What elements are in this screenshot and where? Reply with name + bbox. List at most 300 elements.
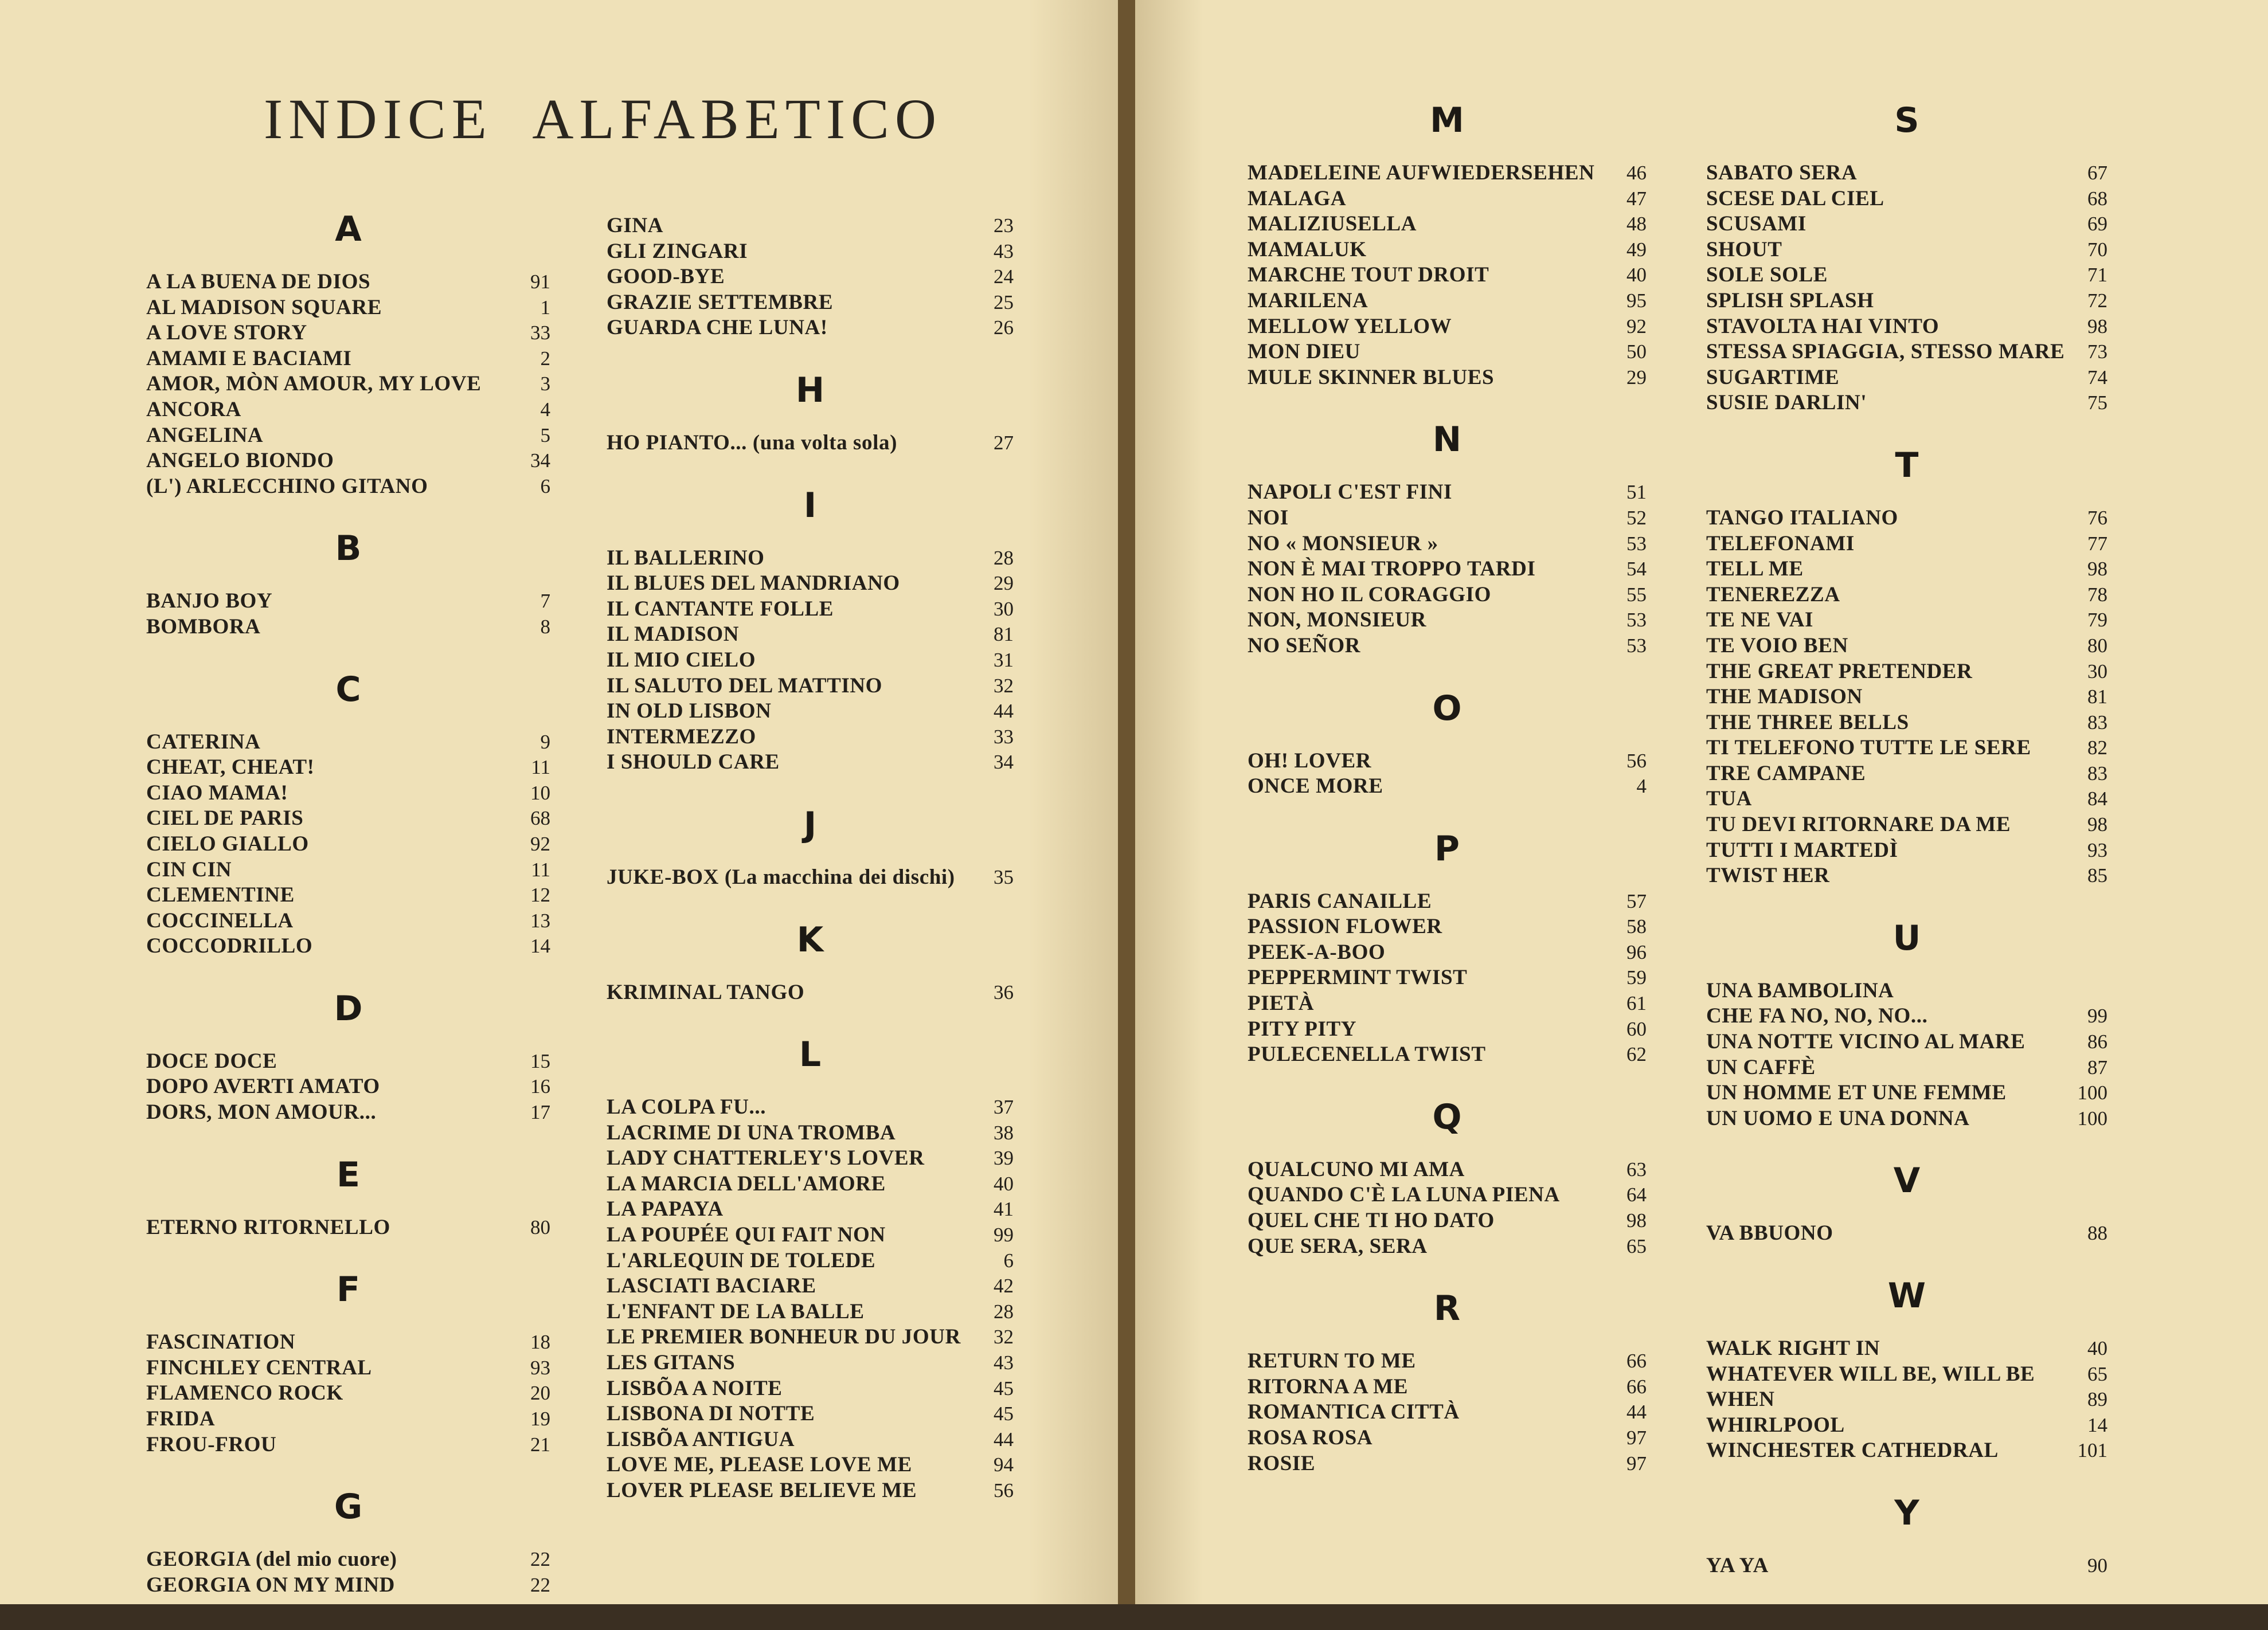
song-title: TELEFONAMI — [1706, 531, 1855, 555]
page-number: 19 — [530, 1408, 550, 1431]
song-title: BANJO BOY — [146, 589, 273, 613]
song-title: NAPOLI C'EST FINI — [1248, 480, 1452, 504]
song-title: MELLOW YELLOW — [1248, 314, 1452, 338]
index-section — [146, 1154, 550, 1241]
page-number: 80 — [2087, 634, 2107, 657]
song-title: ONCE MORE — [1248, 774, 1383, 798]
index-entry — [1248, 480, 1647, 506]
song-title: RITORNA A ME — [1248, 1374, 1408, 1398]
page-number: 99 — [994, 1224, 1014, 1247]
index-entry — [146, 269, 550, 295]
index-entry — [607, 571, 1014, 597]
index-entry — [1706, 365, 2107, 391]
page-number: 11 — [531, 858, 550, 881]
index-section — [146, 209, 550, 499]
index-entry — [146, 1215, 550, 1241]
song-title: CIAO MAMA! — [146, 781, 288, 805]
song-title: FLAMENCO ROCK — [146, 1381, 343, 1405]
song-title: PEPPERMINT TWIST — [1248, 966, 1468, 990]
left-page — [0, 0, 1118, 1604]
song-title: GRAZIE SETTEMBRE — [607, 290, 834, 314]
song-title: GEORGIA (del mio cuore) — [146, 1547, 397, 1572]
song-title: MALIZIUSELLA — [1248, 212, 1417, 236]
index-entry — [1248, 1349, 1647, 1374]
index-entry — [146, 1432, 550, 1458]
index-entry — [607, 1325, 1014, 1350]
page-number: 32 — [994, 674, 1014, 697]
page-number: 96 — [1626, 941, 1647, 963]
page-number: 44 — [1626, 1401, 1647, 1424]
index-entry — [607, 1401, 1014, 1427]
page-number: 77 — [2087, 532, 2107, 555]
section-letter: U — [1892, 918, 1921, 958]
page-number: 30 — [2087, 660, 2107, 683]
section-letter: Y — [1894, 1492, 1919, 1533]
page-number: 56 — [994, 1479, 1014, 1502]
section-letter: G — [334, 1487, 363, 1527]
song-title: IL MIO CIELO — [607, 648, 756, 672]
song-title: CIEL DE PARIS — [146, 806, 304, 830]
index-column-4 — [1706, 100, 2107, 1611]
index-entry — [1248, 339, 1647, 365]
index-entry — [607, 430, 1014, 456]
index-entry — [607, 1350, 1014, 1376]
index-entry — [1248, 1157, 1647, 1183]
index-section — [1706, 1276, 2107, 1464]
index-entry — [146, 1381, 550, 1406]
page-number: 98 — [2087, 558, 2107, 581]
index-section — [1706, 1163, 2107, 1247]
page-number: 62 — [1626, 1043, 1647, 1066]
song-title: TELL ME — [1706, 557, 1804, 581]
page-number: 39 — [994, 1147, 1014, 1170]
song-title: QUEL CHE TI HO DATO — [1248, 1209, 1495, 1233]
page-number: 48 — [1626, 213, 1647, 236]
index-section — [607, 1037, 1014, 1504]
index-entry — [1248, 1182, 1647, 1208]
song-title: SPLISH SPLASH — [1706, 288, 1874, 312]
index-entry — [1706, 390, 2107, 416]
page-number: 24 — [994, 265, 1014, 288]
song-title: MAMALUK — [1248, 237, 1367, 261]
page-number: 53 — [1626, 634, 1647, 657]
section-letter: O — [1432, 688, 1462, 728]
song-title: SHOUT — [1706, 237, 1782, 261]
page-number: 61 — [1626, 992, 1647, 1015]
page-number: 57 — [1626, 890, 1647, 912]
index-entry — [1248, 506, 1647, 531]
song-title: TE NE VAI — [1706, 608, 1814, 632]
index-entry — [1706, 608, 2107, 633]
index-section — [607, 804, 1014, 891]
page-number: 100 — [2077, 1082, 2107, 1104]
song-title: THE GREAT PRETENDER — [1706, 659, 1973, 683]
index-entry — [607, 1120, 1014, 1146]
index-section — [146, 528, 550, 640]
page-number: 35 — [994, 865, 1014, 888]
section-letter: B — [335, 528, 362, 569]
song-title: LA PAPAYA — [607, 1197, 724, 1221]
page-number: 94 — [994, 1453, 1014, 1476]
song-title: TU DEVI RITORNARE DA ME — [1706, 813, 2011, 837]
song-title: MALAGA — [1248, 186, 1347, 210]
index-entry — [146, 1573, 550, 1598]
page-number: 7 — [540, 590, 550, 613]
section-letter: P — [1434, 828, 1460, 869]
index-entry — [146, 934, 550, 959]
page-number: 78 — [2087, 583, 2107, 606]
section-letter: A — [335, 209, 362, 249]
song-title: MULE SKINNER BLUES — [1248, 365, 1495, 389]
page-number: 50 — [1626, 340, 1647, 363]
page-number: 49 — [1626, 238, 1647, 261]
index-entry — [1248, 608, 1647, 633]
index-entry — [1706, 262, 2107, 288]
section-letter: J — [803, 804, 817, 845]
index-entry — [1248, 211, 1647, 237]
song-title: GUARDA CHE LUNA! — [607, 316, 828, 340]
page-number: 11 — [531, 756, 550, 779]
index-entry — [1706, 237, 2107, 263]
song-title: IL CANTANTE FOLLE — [607, 597, 834, 621]
page-number: 67 — [2087, 162, 2107, 184]
song-title: PASSION FLOWER — [1248, 915, 1442, 939]
index-entry — [1248, 940, 1647, 966]
song-title: ETERNO RITORNELLO — [146, 1215, 390, 1239]
page-number: 85 — [2087, 864, 2107, 887]
song-title: HO PIANTO... (una volta sola) — [607, 430, 898, 454]
song-title: FINCHLEY CENTRAL — [146, 1355, 372, 1380]
song-title: LOVE ME, PLEASE LOVE ME — [607, 1453, 912, 1477]
song-title: LE PREMIER BONHEUR DU JOUR — [607, 1325, 961, 1349]
page-number: 91 — [530, 271, 550, 293]
song-title: (L') ARLECCHINO GITANO — [146, 474, 428, 498]
index-entry — [607, 213, 1014, 239]
index-entry — [146, 371, 550, 397]
index-entry — [607, 290, 1014, 316]
song-title: LISBÕA ANTIGUA — [607, 1427, 795, 1451]
index-entry — [1706, 659, 2107, 685]
song-title: IL MADISON — [607, 622, 740, 646]
index-entry — [146, 448, 550, 474]
index-entry — [607, 315, 1014, 341]
page-number: 20 — [530, 1382, 550, 1405]
page-number: 37 — [994, 1096, 1014, 1119]
index-entry — [1706, 786, 2107, 812]
book-gutter — [1118, 0, 1135, 1604]
index-column-1 — [146, 209, 550, 1630]
song-title: STAVOLTA HAI VINTO — [1706, 314, 1939, 338]
index-column-2 — [607, 213, 1014, 1536]
index-entry — [1706, 812, 2107, 838]
index-column-3 — [1248, 100, 1647, 1508]
song-title: A LOVE STORY — [146, 321, 307, 345]
song-title: MADELEINE AUFWIEDERSEHEN — [1248, 161, 1595, 185]
index-entry — [146, 806, 550, 832]
song-title: LISBONA DI NOTTE — [607, 1402, 815, 1426]
song-title: LASCIATI BACIARE — [607, 1274, 816, 1298]
page-number: 15 — [530, 1049, 550, 1072]
index-entry — [607, 264, 1014, 290]
song-title: CIELO GIALLO — [146, 832, 309, 856]
page-number: 2 — [540, 347, 550, 370]
index-section — [607, 213, 1014, 341]
index-entry — [607, 1299, 1014, 1325]
index-entry — [1248, 237, 1647, 263]
index-entry — [1706, 735, 2107, 761]
song-title: UNA BAMBOLINA — [1706, 978, 1894, 1002]
index-entry — [146, 1355, 550, 1381]
page-number: 55 — [1626, 583, 1647, 606]
index-section — [607, 485, 1014, 775]
index-entry — [607, 622, 1014, 648]
song-title: IL BLUES DEL MANDRIANO — [607, 571, 900, 595]
index-entry — [607, 648, 1014, 673]
index-entry — [146, 908, 550, 934]
song-title: LADY CHATTERLEY'S LOVER — [607, 1146, 925, 1170]
page-number: 76 — [2087, 506, 2107, 529]
song-title: CIN CIN — [146, 857, 232, 881]
index-entry — [1706, 314, 2107, 340]
song-title: GINA — [607, 214, 664, 237]
page-number: 21 — [530, 1433, 550, 1456]
section-letter: R — [1433, 1288, 1461, 1329]
song-title: LACRIME DI UNA TROMBA — [607, 1120, 896, 1145]
song-title: SOLE SOLE — [1706, 263, 1828, 287]
page-number: 42 — [994, 1275, 1014, 1298]
page-number: 44 — [994, 1428, 1014, 1451]
index-entry — [1706, 1362, 2107, 1388]
page-number: 93 — [530, 1356, 550, 1379]
song-title: CATERINA — [146, 730, 261, 754]
page-number: 22 — [530, 1548, 550, 1571]
page-number: 64 — [1626, 1184, 1647, 1206]
index-section — [1706, 1492, 2107, 1579]
page-number: 63 — [1626, 1158, 1647, 1181]
page-number: 29 — [1626, 366, 1647, 389]
page-number: 54 — [1626, 558, 1647, 581]
song-title: ROSA ROSA — [1248, 1426, 1373, 1449]
page-number: 81 — [2087, 685, 2107, 708]
index-entry — [146, 474, 550, 500]
index-entry — [146, 1049, 550, 1075]
index-entry — [1706, 160, 2107, 186]
section-letter: H — [795, 370, 825, 410]
page-number: 4 — [1636, 775, 1647, 798]
index-entry — [1706, 633, 2107, 659]
song-title: PARIS CANAILLE — [1248, 889, 1432, 913]
index-section — [607, 370, 1014, 456]
song-title: UN UOMO E UNA DONNA — [1706, 1106, 1970, 1130]
page-number: 38 — [994, 1121, 1014, 1144]
song-title: UNA NOTTE VICINO AL MARE — [1706, 1030, 2025, 1054]
song-title: LA MARCIA DELL'AMORE — [607, 1171, 886, 1196]
index-entry — [607, 1452, 1014, 1478]
index-entry — [607, 1478, 1014, 1504]
song-title: WHEN — [1706, 1388, 1775, 1412]
song-title: LA COLPA FU... — [607, 1095, 767, 1119]
page-number: 9 — [540, 730, 550, 753]
song-title: NOI — [1248, 506, 1289, 530]
index-entry — [1248, 914, 1647, 940]
right-page — [1135, 0, 2268, 1604]
song-title: QUALCUNO MI AMA — [1248, 1157, 1465, 1181]
page-number: 5 — [540, 424, 550, 446]
index-entry — [1248, 1425, 1647, 1451]
index-entry — [607, 1248, 1014, 1274]
page-number: 46 — [1626, 162, 1647, 184]
page-number: 93 — [2087, 838, 2107, 861]
song-title: ANGELINA — [146, 423, 264, 447]
song-title: SUGARTIME — [1706, 365, 1840, 389]
index-entry — [1706, 1438, 2107, 1464]
index-entry — [607, 546, 1014, 571]
song-title: SCESE DAL CIEL — [1706, 186, 1884, 210]
index-entry — [1706, 582, 2107, 608]
index-entry — [1248, 582, 1647, 608]
page-number: 90 — [2087, 1554, 2107, 1577]
page-number: 43 — [994, 1351, 1014, 1374]
index-entry — [607, 724, 1014, 750]
page-number: 32 — [994, 1326, 1014, 1349]
index-entry — [1706, 761, 2107, 787]
section-letter: S — [1894, 100, 1919, 140]
song-title: THE THREE BELLS — [1706, 710, 1909, 734]
index-entry — [146, 320, 550, 346]
page-number: 59 — [1626, 966, 1647, 989]
page-number: 4 — [540, 398, 550, 421]
index-entry — [607, 597, 1014, 622]
index-entry — [146, 295, 550, 321]
page-number: 45 — [994, 1402, 1014, 1425]
index-entry — [1248, 365, 1647, 391]
page-number: 97 — [1626, 1427, 1647, 1449]
song-title: IL BALLERINO — [607, 546, 765, 570]
page-number: 45 — [994, 1377, 1014, 1400]
page-number: 28 — [994, 1300, 1014, 1323]
index-entry — [1706, 339, 2107, 365]
song-title: INTERMEZZO — [607, 724, 756, 749]
song-title: AMAMI E BACIAMI — [146, 346, 352, 370]
song-title: KRIMINAL TANGO — [607, 980, 805, 1004]
index-entry — [1706, 1029, 2107, 1055]
song-title: COCCODRILLO — [146, 934, 313, 958]
page-number: 72 — [2087, 289, 2107, 312]
index-entry — [607, 865, 1014, 891]
page-number: 51 — [1626, 481, 1647, 504]
index-entry — [1706, 978, 2107, 1004]
page-number: 80 — [530, 1216, 550, 1239]
page-number: 95 — [1626, 289, 1647, 312]
song-title: COCCINELLA — [146, 908, 294, 932]
page-number: 84 — [2087, 787, 2107, 810]
song-title: ANGELO BIONDO — [146, 449, 334, 473]
index-entry — [146, 857, 550, 883]
index-entry — [1706, 1221, 2107, 1247]
index-entry — [1706, 1413, 2107, 1439]
index-section — [1248, 688, 1647, 800]
page-number: 6 — [540, 475, 550, 497]
song-title: PITY PITY — [1248, 1017, 1357, 1041]
page-number: 1 — [540, 296, 550, 319]
page-number: 43 — [994, 240, 1014, 262]
page-number: 92 — [1626, 315, 1647, 338]
section-letter: E — [337, 1154, 360, 1195]
page-number: 6 — [1003, 1249, 1014, 1272]
index-entry — [146, 397, 550, 423]
index-entry — [1248, 314, 1647, 340]
section-letter: M — [1430, 100, 1464, 140]
page-number: 98 — [1626, 1209, 1647, 1232]
page-number: 69 — [2087, 213, 2107, 236]
song-title: TENEREZZA — [1706, 582, 1840, 606]
song-title: DOCE DOCE — [146, 1049, 277, 1073]
song-title: PEEK-A-BOO — [1248, 940, 1386, 964]
page-number: 10 — [530, 781, 550, 804]
page-number: 65 — [2087, 1362, 2107, 1385]
page-number: 75 — [2087, 391, 2107, 414]
page-number: 66 — [1626, 1350, 1647, 1373]
song-title: NON HO IL CORAGGIO — [1248, 582, 1492, 606]
song-title: WALK RIGHT IN — [1706, 1337, 1880, 1360]
index-entry — [1706, 1106, 2107, 1132]
index-entry — [607, 1095, 1014, 1120]
song-title: GLI ZINGARI — [607, 239, 748, 263]
song-title: A LA BUENA DE DIOS — [146, 270, 371, 293]
page-number: 40 — [2087, 1337, 2107, 1359]
page-number: 17 — [530, 1101, 550, 1124]
index-entry — [1706, 1387, 2107, 1413]
page-number: 98 — [2087, 813, 2107, 836]
index-entry — [1248, 774, 1647, 800]
song-title: STESSA SPIAGGIA, STESSO MARE — [1706, 340, 2065, 364]
index-entry — [1248, 262, 1647, 288]
song-title: FROU-FROU — [146, 1432, 277, 1456]
page-number: 33 — [994, 725, 1014, 748]
section-letter: V — [1893, 1161, 1921, 1201]
index-entry — [146, 614, 550, 640]
index-entry — [1706, 863, 2107, 889]
song-title: L'ENFANT DE LA BALLE — [607, 1299, 865, 1323]
index-entry — [607, 699, 1014, 724]
song-title: SUSIE DARLIN' — [1706, 391, 1867, 415]
song-title: UN CAFFÈ — [1706, 1055, 1816, 1079]
index-entry — [1706, 506, 2107, 531]
page-number: 47 — [1626, 187, 1647, 210]
index-section — [1248, 828, 1647, 1068]
page-number: 27 — [994, 431, 1014, 454]
page-number: 60 — [1626, 1017, 1647, 1040]
index-section — [607, 919, 1014, 1006]
page-number: 26 — [994, 316, 1014, 339]
song-title: UN HOMME ET UNE FEMME — [1706, 1081, 2007, 1105]
index-entry — [607, 980, 1014, 1006]
index-entry — [1248, 1234, 1647, 1260]
page-number: 92 — [530, 832, 550, 855]
page-number: 31 — [994, 648, 1014, 671]
song-title: YA YA — [1706, 1553, 1769, 1577]
index-entry — [1248, 1017, 1647, 1043]
section-letter: Q — [1432, 1096, 1462, 1137]
index-entry — [1248, 186, 1647, 212]
index-section — [1706, 918, 2107, 1132]
page-number: 86 — [2087, 1030, 2107, 1053]
page-number: 71 — [2087, 264, 2107, 287]
page-number: 13 — [530, 909, 550, 932]
index-entry — [1248, 1208, 1647, 1234]
index-entry — [146, 883, 550, 908]
index-entry — [607, 1171, 1014, 1197]
